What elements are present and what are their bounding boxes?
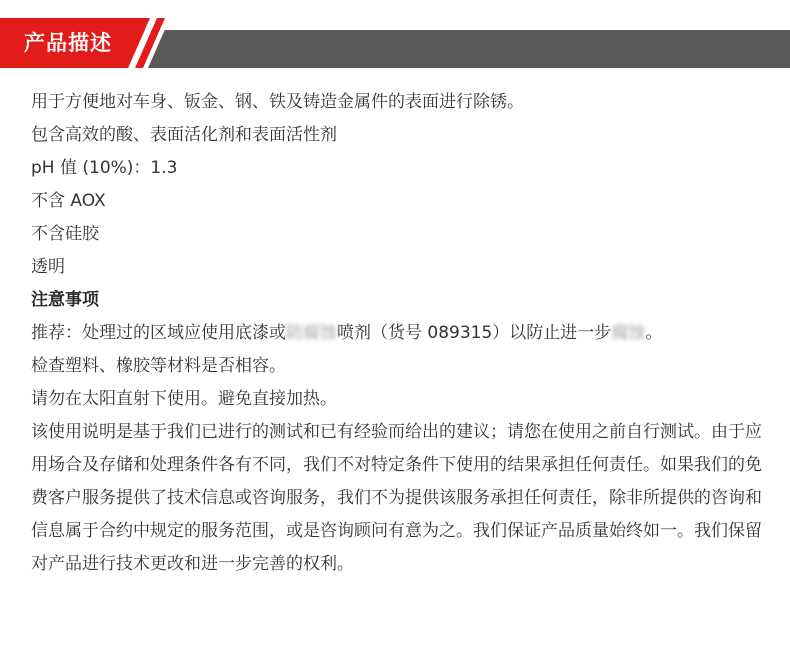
section-header bbox=[0, 18, 790, 68]
blurred-text: 腐蚀 bbox=[611, 323, 646, 343]
disclaimer-paragraph: 该使用说明是基于我们已进行的测试和已有经验而给出的建议；请您在使用之前自行测试。由于应用场合及存储和处理条件各有不同，我们不对特定条件下使用的结果承担任何责任。如果我们的免费客户服务提供了技术信息或咨询服务，我们不为提供该服务承担任何责任，除非所提供的咨询和信息属于合约中规定的服务范围，或是咨询顾问有意为之。我们保证产品质量始终如一。我们保留对产品进行技术更改和进一步完善的权利。 bbox=[31, 422, 762, 574]
description-line: 包含高效的酸、表面活化剂和表面活性剂 bbox=[31, 125, 337, 145]
recommendation-line bbox=[31, 317, 771, 350]
description-line: 用于方便地对车身、钣金、钢、铁及铸造金属件的表面进行除锈。 bbox=[31, 92, 524, 112]
product-description bbox=[31, 86, 771, 581]
notes-heading: 注意事项 bbox=[31, 290, 99, 310]
page-title: 产品描述 bbox=[24, 31, 112, 55]
sunlight-warning-line: 请勿在太阳直射下使用。避免直接加热。 bbox=[31, 389, 337, 409]
recommendation-text: 喷剂（货号 089315）以防止进一步 bbox=[337, 323, 612, 343]
compatibility-line: 检查塑料、橡胶等材料是否相容。 bbox=[31, 356, 286, 376]
recommendation-text: 推荐：处理过的区域应使用底漆或 bbox=[31, 323, 286, 343]
description-line: 透明 bbox=[31, 257, 65, 277]
header-tab bbox=[0, 18, 170, 68]
blurred-text: 防腐蚀 bbox=[286, 323, 337, 343]
description-line: 不含硅胶 bbox=[31, 224, 99, 244]
description-line: 不含 AOX bbox=[31, 191, 106, 211]
recommendation-text: 。 bbox=[645, 323, 663, 343]
description-line: pH 值 (10%)：1.3 bbox=[31, 158, 178, 178]
